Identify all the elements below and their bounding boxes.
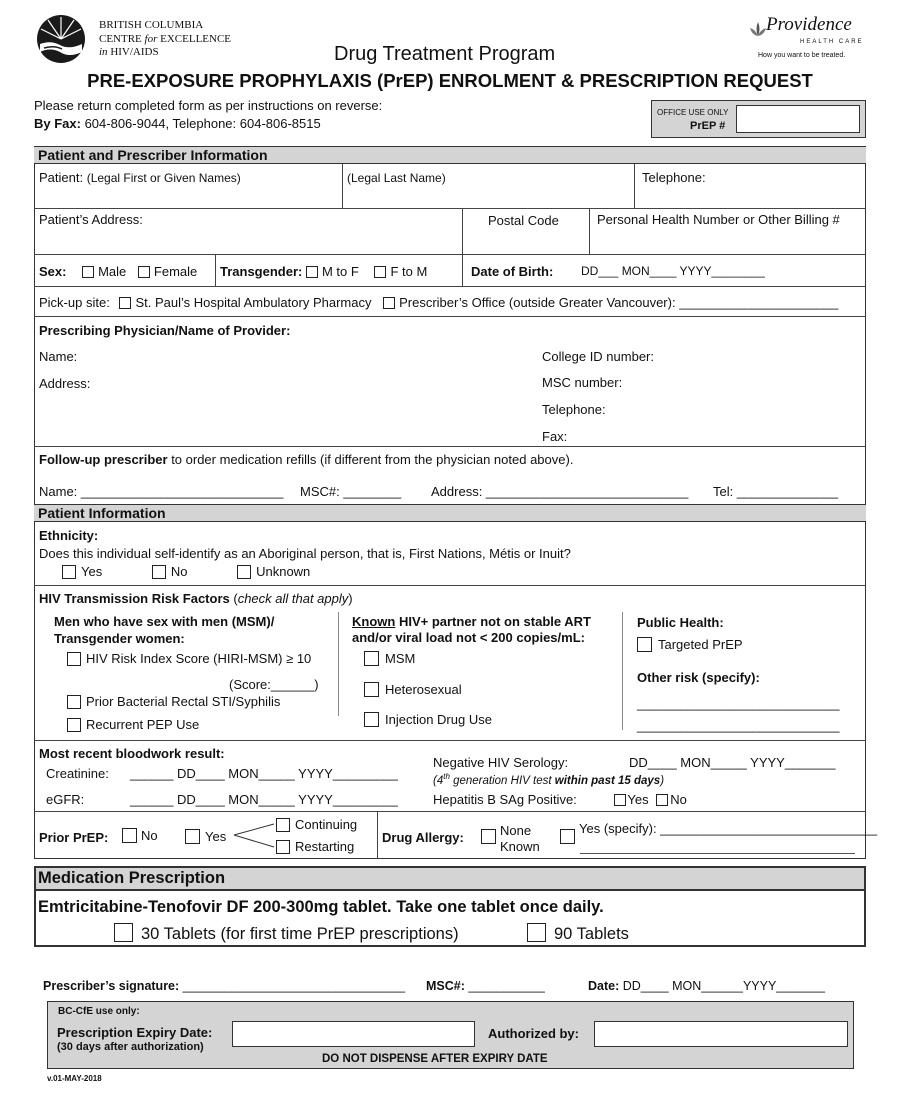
egfr-fields[interactable]: ______ DD____ MON_____ YYYY_________ bbox=[130, 792, 398, 807]
signature-row bbox=[43, 979, 405, 993]
prescriber-office-label: Prescriber’s Office (outside Greater Vancouver): ______________________ bbox=[399, 295, 839, 310]
bccfe-name-line3 bbox=[99, 46, 159, 58]
ninety-tablets-checkbox[interactable] bbox=[527, 923, 546, 942]
hepb-label: Hepatitis B SAg Positive: bbox=[433, 792, 577, 807]
prior-prep-yes-label: Yes bbox=[205, 829, 227, 844]
providence-logo bbox=[748, 14, 868, 64]
prep-number-label: PrEP # bbox=[690, 120, 726, 132]
msm-heading-1: Men who have sex with men (MSM)/ bbox=[54, 614, 275, 629]
risk-paren-open: ( bbox=[229, 591, 238, 606]
transgender-row bbox=[220, 264, 427, 279]
prescriber-office-checkbox[interactable] bbox=[383, 297, 395, 309]
patient-info-heading: Patient Information bbox=[34, 504, 866, 522]
partner-msm-label: MSM bbox=[385, 651, 416, 666]
ethnicity-label: Ethnicity: bbox=[39, 528, 99, 543]
thirty-tablets-checkbox[interactable] bbox=[114, 923, 133, 942]
other-risk-line-2[interactable]: ____________________________ bbox=[637, 718, 840, 733]
first-names-label: (Legal First or Given Names) bbox=[86, 171, 241, 185]
expiry-sublabel: (30 days after authorization) bbox=[57, 1041, 204, 1053]
ethnicity-unknown-checkbox[interactable] bbox=[237, 565, 251, 579]
f-to-m-label: F to M bbox=[390, 264, 428, 279]
providence-name: Providence bbox=[766, 14, 852, 35]
sig-date-label: Date: bbox=[588, 979, 620, 993]
partner-known: Known bbox=[352, 614, 396, 629]
branch-lines bbox=[232, 820, 277, 850]
return-instructions: Please return completed form as per instructions on reverse: bbox=[34, 98, 383, 113]
providence-sub: HEALTH CARE bbox=[800, 39, 864, 45]
bccfe-logo bbox=[36, 14, 86, 64]
transgender-label: Transgender: bbox=[220, 264, 303, 279]
sig-date-row bbox=[588, 979, 825, 993]
male-checkbox[interactable] bbox=[82, 266, 94, 278]
pep-checkbox[interactable] bbox=[67, 718, 81, 732]
college-id-label: College ID number: bbox=[542, 349, 654, 364]
partner-heading-1 bbox=[352, 614, 591, 629]
restarting-label: Restarting bbox=[295, 839, 355, 854]
followup-label: Follow-up prescriber bbox=[39, 452, 168, 467]
version-label: v.01-MAY-2018 bbox=[47, 1074, 102, 1083]
neg-hiv-date[interactable]: DD____ MON_____ YYYY_______ bbox=[629, 755, 836, 770]
prior-prep-no-label: No bbox=[141, 828, 158, 843]
hiv-note-a: (4 bbox=[433, 774, 444, 787]
m-to-f-label: M to F bbox=[321, 264, 359, 279]
continuing-row bbox=[276, 817, 357, 832]
other-risk-line-1[interactable]: ____________________________ bbox=[637, 696, 840, 711]
prescriber-name-label: Name: bbox=[39, 349, 78, 364]
lotus-icon bbox=[748, 20, 768, 40]
continuing-checbox[interactable] bbox=[276, 818, 290, 832]
allergy-known-label: Known bbox=[500, 839, 540, 854]
hiri-label: HIV Risk Index Score (HIRI-MSM) ≥ 10 bbox=[86, 651, 312, 666]
sig-date-field[interactable]: DD____ MON______YYYY_______ bbox=[619, 979, 825, 993]
followup-tel-field[interactable]: Tel: ______________ bbox=[713, 484, 839, 499]
thirty-tablets-row bbox=[114, 923, 459, 944]
ninety-tablets-label: 90 Tablets bbox=[554, 925, 629, 943]
ethnicity-yes-label: Yes bbox=[81, 564, 103, 579]
partner-hetero-row bbox=[364, 682, 462, 697]
pep-row bbox=[67, 717, 199, 732]
ethnicity-no-label: No bbox=[170, 564, 188, 579]
prescriber-heading: Prescribing Physician/Name of Provider: bbox=[39, 323, 291, 338]
hepb-yes-label: Yes bbox=[627, 792, 649, 807]
prep-number-field[interactable] bbox=[736, 105, 860, 133]
msc-number-label: MSC number: bbox=[542, 375, 623, 390]
hiri-row bbox=[67, 651, 311, 666]
dob-field[interactable]: DD___ MON____ YYYY________ bbox=[581, 264, 765, 278]
partner-idu-checkbox[interactable] bbox=[364, 712, 379, 727]
patient-telephone-label: Telephone: bbox=[642, 170, 706, 185]
msm-heading-2: Transgender women: bbox=[54, 631, 185, 646]
prescriber-telephone-label: Telephone: bbox=[542, 402, 606, 417]
restarting-checkbox[interactable] bbox=[276, 840, 290, 854]
sti-label: Prior Bacterial Rectal STI/Syphilis bbox=[86, 694, 281, 709]
hiri-checkbox[interactable] bbox=[67, 652, 81, 666]
hepb-row bbox=[433, 792, 687, 807]
hepb-no-checkbox[interactable] bbox=[656, 794, 668, 806]
targeted-prep-label: Targeted PrEP bbox=[658, 637, 743, 652]
followup-name-field[interactable]: Name: ____________________________ bbox=[39, 484, 284, 499]
bloodwork-heading: Most recent bloodwork result: bbox=[39, 746, 225, 761]
patient-address-label: Patient’s Address: bbox=[39, 212, 143, 227]
followup-text: to order medication refills (if different from the physician noted above). bbox=[167, 452, 574, 467]
fax-text: 604-806-9044, Telephone: 604-806-8515 bbox=[80, 116, 321, 131]
sig-msc-field[interactable]: ___________ bbox=[464, 979, 545, 993]
hepb-no-label: No bbox=[670, 792, 687, 807]
do-not-dispense: DO NOT DISPENSE AFTER EXPIRY DATE bbox=[322, 1053, 548, 1065]
other-risk-label: Other risk (specify): bbox=[637, 670, 760, 685]
risk-italic: check all that apply bbox=[237, 591, 349, 606]
st-pauls-checkbox[interactable] bbox=[119, 297, 131, 309]
targeted-prep-checkbox[interactable] bbox=[637, 637, 652, 652]
restarting-row bbox=[276, 839, 354, 854]
st-pauls-label: St. Paul’s Hospital Ambulatory Pharmacy bbox=[135, 295, 372, 310]
last-name-label: (Legal Last Name) bbox=[347, 171, 446, 185]
followup-line bbox=[39, 452, 573, 467]
followup-address-field[interactable]: Address: ____________________________ bbox=[431, 484, 689, 499]
partner-msm-row bbox=[364, 651, 415, 666]
sex-label: Sex: bbox=[39, 264, 67, 279]
partner-hetero-checkbox[interactable] bbox=[364, 682, 379, 697]
providence-tagline: How you want to be treated. bbox=[758, 52, 846, 59]
office-use-label: OFFICE USE ONLY bbox=[657, 108, 729, 117]
neg-hiv-label: Negative HIV Serology: bbox=[433, 755, 569, 770]
medication-drug: Emtricitabine-Tenofovir DF 200-300mg tablet. Take one tablet once daily. bbox=[38, 898, 604, 916]
male-label: Male bbox=[98, 264, 127, 279]
public-health-heading: Public Health: bbox=[637, 615, 724, 630]
ethnicity-unknown-label: Unknown bbox=[256, 564, 311, 579]
prescriber-address-label: Address: bbox=[39, 376, 91, 391]
prior-prep-yes-checkbox[interactable] bbox=[185, 829, 200, 844]
risk-paren-close: ) bbox=[348, 591, 353, 606]
form-title: PRE-EXPOSURE PROPHYLAXIS (PrEP) ENROLMENT & PRESCRIPTION REQUEST bbox=[87, 70, 813, 91]
ethnicity-no-checkbox[interactable] bbox=[152, 565, 166, 579]
ninety-tablets-row bbox=[527, 923, 629, 944]
female-label: Female bbox=[153, 264, 198, 279]
risk-factors-heading bbox=[39, 591, 353, 606]
expiry-label: Prescription Expiry Date: bbox=[57, 1025, 213, 1040]
ethnicity-yes-checkbox[interactable] bbox=[62, 565, 76, 579]
bccfe-use-label: BC-CfE use only: bbox=[58, 1006, 140, 1017]
fax-line bbox=[34, 116, 321, 131]
hiv-note-bold: within past 15 days bbox=[554, 774, 661, 787]
hiv-test-note bbox=[433, 772, 664, 787]
patient-prescriber-heading: Patient and Prescriber Information bbox=[34, 146, 866, 164]
prescriber-fax-label: Fax: bbox=[542, 429, 568, 444]
followup-msc-field[interactable]: MSC#: ________ bbox=[300, 484, 402, 499]
phn-label: Personal Health Number or Other Billing # bbox=[597, 212, 840, 227]
thirty-tablets-label: 30 Tablets (for first time PrEP prescriptions) bbox=[141, 925, 459, 943]
bccfe-name-line1: BRITISH COLUMBIA bbox=[99, 19, 204, 31]
bccfe-name-line3a: in bbox=[99, 46, 108, 58]
creatinine-fields[interactable]: ______ DD____ MON_____ YYYY_________ bbox=[130, 766, 398, 781]
signature-field[interactable]: ________________________________ bbox=[179, 979, 406, 993]
ethnicity-question: Does this individual self-identify as an Aboriginal person, that is, First Nations, Métis or Inuit? bbox=[39, 546, 571, 561]
continuing-label: Continuing bbox=[295, 817, 358, 832]
drug-allergy-label: Drug Allergy: bbox=[382, 830, 464, 845]
hiv-note-c: ) bbox=[660, 774, 665, 787]
program-name: Drug Treatment Program bbox=[334, 43, 556, 65]
targeted-prep-row bbox=[637, 637, 743, 652]
hepb-yes-checkbox[interactable] bbox=[614, 794, 626, 806]
egfr-label: eGFR: bbox=[46, 792, 85, 807]
allergy-none-label: None bbox=[500, 823, 532, 838]
expiry-date-field[interactable] bbox=[232, 1021, 475, 1047]
hiri-score[interactable]: (Score:______) bbox=[229, 677, 319, 692]
office-use-box bbox=[651, 100, 866, 138]
authorized-by-field[interactable] bbox=[594, 1021, 848, 1047]
ethnicity-options bbox=[62, 564, 310, 579]
allergy-yes-checkbox[interactable] bbox=[560, 829, 575, 844]
risk-factors-label: HIV Transmission Risk Factors bbox=[39, 591, 230, 606]
sti-row bbox=[67, 694, 280, 709]
authorized-label: Authorized by: bbox=[488, 1026, 579, 1041]
patient-name-label bbox=[39, 170, 241, 185]
f-to-m-checkbox[interactable] bbox=[374, 266, 386, 278]
sig-msc-row bbox=[426, 979, 545, 993]
fax-label: By Fax: bbox=[34, 116, 81, 131]
patient-label: Patient: bbox=[39, 170, 87, 185]
bccfe-use-box bbox=[47, 1001, 854, 1069]
medication-heading: Medication Prescription bbox=[38, 869, 226, 887]
allergy-yes-specify[interactable]: Yes (specify): ______________________________ bbox=[579, 821, 878, 836]
signature-label: Prescriber’s signature: bbox=[43, 979, 180, 993]
prior-prep-yes bbox=[185, 829, 226, 844]
pep-label: Recurrent PEP Use bbox=[86, 717, 200, 732]
prior-prep-no bbox=[122, 828, 158, 843]
partner-hetero-label: Heterosexual bbox=[385, 682, 462, 697]
prior-prep-label: Prior PrEP: bbox=[39, 830, 109, 845]
bccfe-name-line2b: for bbox=[144, 33, 158, 45]
pickup-label: Pick-up site: bbox=[39, 295, 110, 310]
bccfe-name-line3b: HIV/AIDS bbox=[107, 46, 159, 58]
bccfe-name-line2c: EXCELLENCE bbox=[157, 33, 232, 45]
bccfe-logo-icon bbox=[36, 14, 86, 64]
partner-msm-checkbox[interactable] bbox=[364, 651, 379, 666]
hiv-note-b: generation HIV test bbox=[449, 774, 555, 787]
sig-msc-label: MSC#: bbox=[426, 979, 465, 993]
prior-prep-no-checkbox[interactable] bbox=[122, 828, 137, 843]
partner-idu-label: Injection Drug Use bbox=[385, 712, 492, 727]
partner-idu-row bbox=[364, 712, 492, 727]
creatinine-label: Creatinine: bbox=[46, 766, 109, 781]
sex-row bbox=[39, 264, 197, 279]
sti-checkbox[interactable] bbox=[67, 695, 81, 709]
pickup-row bbox=[39, 295, 838, 310]
m-to-f-checkbox[interactable] bbox=[306, 266, 318, 278]
female-checkbox[interactable] bbox=[138, 266, 150, 278]
allergy-none-checkbox[interactable] bbox=[481, 829, 496, 844]
dob-label: Date of Birth: bbox=[471, 264, 554, 279]
bccfe-name-line2 bbox=[99, 33, 231, 45]
partner-rest: HIV+ partner not on stable ART bbox=[395, 614, 591, 629]
bccfe-name-line2a: CENTRE bbox=[99, 33, 145, 45]
postal-code-label: Postal Code bbox=[488, 213, 559, 228]
partner-heading-2: and/or viral load not < 200 copies/mL: bbox=[352, 630, 585, 645]
hiv-note-sup: th bbox=[443, 772, 450, 781]
